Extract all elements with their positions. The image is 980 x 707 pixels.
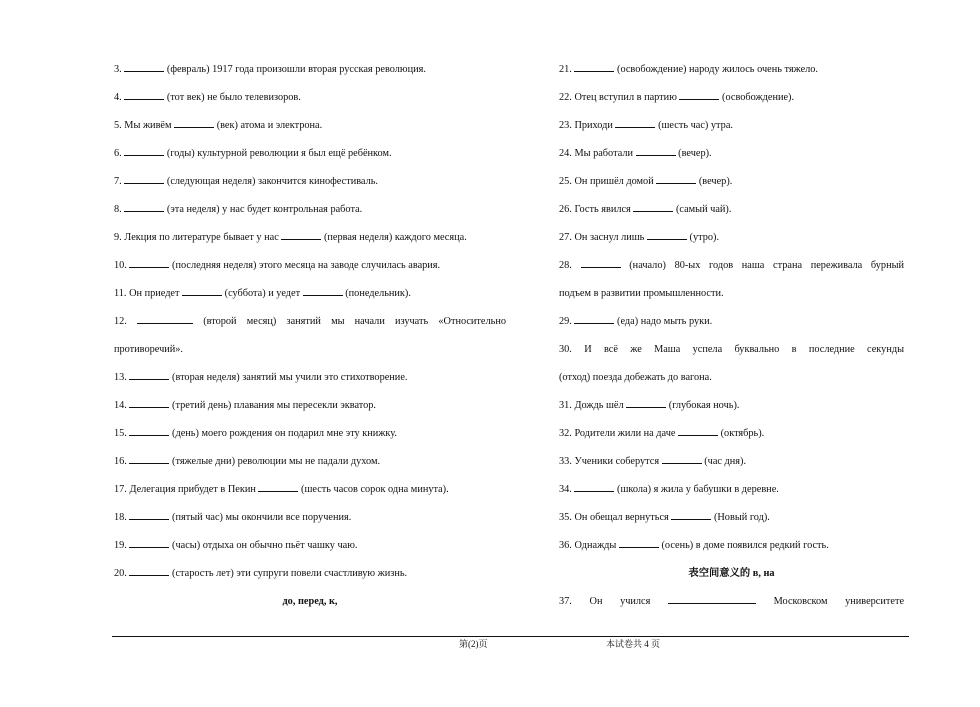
exercise-text: 9. Лекция по литературе бывает у нас [114, 232, 279, 243]
exercise-text: (вторая неделя) занятий мы учили это стихотворение. [172, 372, 408, 383]
exercise-line [114, 562, 506, 590]
exercise-text: (освобождение). [722, 92, 795, 103]
exercise-text: Московском университете [773, 596, 904, 607]
exercise-text: (Новый год). [713, 512, 770, 523]
exercise-line [559, 142, 904, 170]
exercise-line [114, 394, 506, 422]
answer-blank[interactable] [124, 199, 164, 212]
total-pages: 本试卷共 4 页 [606, 639, 661, 649]
exercise-line [559, 450, 904, 478]
exercise-line [114, 366, 506, 394]
exercise-text: 6. [114, 148, 122, 159]
answer-blank[interactable] [303, 283, 343, 296]
page-number: 第(2)页 [459, 639, 488, 649]
exercise-line [559, 254, 904, 282]
exercise-text: (освобождение) народу жилось очень тяжело. [617, 64, 818, 75]
answer-blank[interactable] [626, 395, 666, 408]
exercise-text: 18. [114, 512, 127, 523]
exercise-text: (утро). [689, 232, 720, 243]
exercise-line [559, 282, 904, 310]
answer-blank[interactable] [679, 87, 719, 100]
exercise-line [559, 86, 904, 114]
answer-blank[interactable] [281, 227, 321, 240]
exercise-text: 5. Мы живём [114, 120, 172, 131]
exercise-text: (день) моего рождения он подарил мне эту книжку. [172, 428, 397, 439]
answer-blank[interactable] [619, 535, 659, 548]
answer-blank[interactable] [574, 311, 614, 324]
exercise-text: (пятый час) мы окончили все поручения. [172, 512, 352, 523]
answer-blank[interactable] [129, 563, 169, 576]
exercise-line [559, 338, 904, 366]
exercise-line [114, 86, 506, 114]
exercise-text: (годы) культурной революции я был ещё ребёнком. [166, 148, 392, 159]
answer-blank[interactable] [633, 199, 673, 212]
answer-blank[interactable] [662, 451, 702, 464]
exercise-text: 24. Мы работали [559, 148, 633, 159]
exercise-text: 22. Отец вступил в партию [559, 92, 677, 103]
answer-blank[interactable] [615, 115, 655, 128]
exercise-line [559, 114, 904, 142]
answer-blank[interactable] [258, 479, 298, 492]
right-column [559, 58, 904, 618]
exercise-text: 10. [114, 260, 127, 271]
exercise-line [114, 58, 506, 86]
exercise-text: 21. [559, 64, 572, 75]
exercise-line [114, 338, 506, 366]
exercise-text: 31. Дождь шёл [559, 400, 624, 411]
exercise-line [114, 478, 506, 506]
exercise-text: (понедельник). [345, 288, 411, 299]
answer-blank[interactable] [668, 591, 756, 604]
answer-blank[interactable] [129, 367, 169, 380]
exercise-text: 26. Гость явился [559, 204, 631, 215]
exercise-text: 12. [114, 316, 127, 327]
exercise-text: (школа) я жила у бабушки в деревне. [617, 484, 779, 495]
exercise-line [559, 170, 904, 198]
exercise-text: (февраль) 1917 года произошли вторая русская революция. [166, 64, 426, 75]
exercise-text: 27. Он заснул лишь [559, 232, 645, 243]
exercise-text: (начало) 80-ых годов наша страна переживала бурный [629, 260, 904, 271]
exercise-text: (глубокая ночь). [668, 400, 740, 411]
exercise-line [559, 478, 904, 506]
exercise-text: (октябрь). [720, 428, 765, 439]
section-heading: 表空间意义的 в, на [688, 568, 775, 579]
answer-blank[interactable] [182, 283, 222, 296]
exercise-line [559, 590, 904, 618]
exercise-text: 15. [114, 428, 127, 439]
exercise-text: (последняя неделя) этого месяца на заводе случилась авария. [172, 260, 441, 271]
answer-blank[interactable] [581, 255, 621, 268]
exercise-text: 13. [114, 372, 127, 383]
exercise-line [114, 282, 506, 310]
answer-blank[interactable] [678, 423, 718, 436]
exercise-line [114, 506, 506, 534]
exercise-text: (тот век) не было телевизоров. [166, 92, 301, 103]
exercise-line [114, 310, 506, 338]
exercise-text: 20. [114, 568, 127, 579]
exercise-text: 33. Ученики соберутся [559, 456, 660, 467]
exercise-text: (шесть часов сорок одна минута). [301, 484, 449, 495]
answer-blank[interactable] [129, 507, 169, 520]
answer-blank[interactable] [129, 451, 169, 464]
exercise-text: (часы) отдыха он обычно пьёт чашку чаю. [172, 540, 358, 551]
exercise-text: (второй месяц) занятий мы начали изучать «Относительно [203, 316, 506, 327]
exercise-line [559, 198, 904, 226]
answer-blank[interactable] [129, 395, 169, 408]
exercise-text: 16. [114, 456, 127, 467]
answer-blank[interactable] [124, 87, 164, 100]
exercise-line [559, 506, 904, 534]
exercise-line [559, 58, 904, 86]
answer-blank[interactable] [129, 535, 169, 548]
exercise-line [559, 394, 904, 422]
exercise-line [559, 310, 904, 338]
exercise-text: 4. [114, 92, 122, 103]
exercise-text: 23. Приходи [559, 120, 613, 131]
answer-blank[interactable] [636, 143, 676, 156]
exercise-line [559, 226, 904, 254]
exercise-text: 30. И всё же Маша успела буквально в последние секунды [559, 344, 904, 355]
exercise-line [114, 422, 506, 450]
exercise-text: (эта неделя) у нас будет контрольная работа. [166, 204, 363, 215]
answer-blank[interactable] [124, 59, 164, 72]
answer-blank[interactable] [129, 423, 169, 436]
answer-blank[interactable] [174, 115, 214, 128]
answer-blank[interactable] [574, 479, 614, 492]
exercise-line [114, 114, 506, 142]
exercise-text: (третий день) плавания мы пересекли экватор. [172, 400, 377, 411]
exercise-text: (отход) поезда добежать до вагона. [559, 372, 712, 383]
answer-blank[interactable] [647, 227, 687, 240]
exercise-text: 37. Он учился [559, 596, 651, 607]
footer-divider [112, 636, 909, 637]
exercise-text: (осень) в доме появился редкий гость. [661, 540, 829, 551]
exercise-text: 14. [114, 400, 127, 411]
exercise-line [114, 450, 506, 478]
exercise-text: 11. Он приедет [114, 288, 180, 299]
answer-blank[interactable] [129, 255, 169, 268]
answer-blank[interactable] [671, 507, 711, 520]
answer-blank[interactable] [124, 143, 164, 156]
exercise-text: противоречий». [114, 344, 184, 355]
exercise-line [114, 170, 506, 198]
exercise-text: (век) атома и электрона. [216, 120, 323, 131]
section-heading: до, перед, к, [282, 596, 338, 607]
exercise-line [559, 366, 904, 394]
exercise-text: 25. Он пришёл домой [559, 176, 654, 187]
exercise-line [559, 534, 904, 562]
exercise-text: 32. Родители жили на даче [559, 428, 676, 439]
exercise-text: 3. [114, 64, 122, 75]
exercise-text: 29. [559, 316, 572, 327]
exercise-text: (тяжелые дни) революции мы не падали духом. [172, 456, 381, 467]
exercise-text: (еда) надо мыть руки. [617, 316, 713, 327]
answer-blank[interactable] [656, 171, 696, 184]
exercise-text: (суббота) и уедет [224, 288, 301, 299]
left-column [114, 58, 506, 618]
exercise-text: (самый чай). [675, 204, 732, 215]
exercise-text: 36. Однажды [559, 540, 617, 551]
answer-blank[interactable] [137, 311, 193, 324]
exercise-line [114, 254, 506, 282]
exercise-text: 34. [559, 484, 572, 495]
exercise-line [114, 198, 506, 226]
exercise-text: (шесть час) утра. [658, 120, 733, 131]
exercise-text: 35. Он обещал вернуться [559, 512, 669, 523]
exercise-text: 17. Делегация прибудет в Пекин [114, 484, 256, 495]
exercise-text: (старость лет) эти супруги повели счастливую жизнь. [172, 568, 408, 579]
exercise-text: 8. [114, 204, 122, 215]
exercise-text: (следующая неделя) закончится кинофестиваль. [166, 176, 379, 187]
exercise-line [559, 422, 904, 450]
answer-blank[interactable] [574, 59, 614, 72]
exercise-line [114, 534, 506, 562]
exercise-text: подъем в развитии промышленности. [559, 288, 724, 299]
exercise-text: 28. [559, 260, 572, 271]
answer-blank[interactable] [124, 171, 164, 184]
exercise-text: (вечер). [698, 176, 733, 187]
exercise-text: (час дня). [704, 456, 747, 467]
exercise-line [114, 142, 506, 170]
exercise-text: 7. [114, 176, 122, 187]
exercise-line [114, 226, 506, 254]
exercise-text: (первая неделя) каждого месяца. [323, 232, 467, 243]
exercise-text: 19. [114, 540, 127, 551]
exercise-text: (вечер). [678, 148, 712, 159]
